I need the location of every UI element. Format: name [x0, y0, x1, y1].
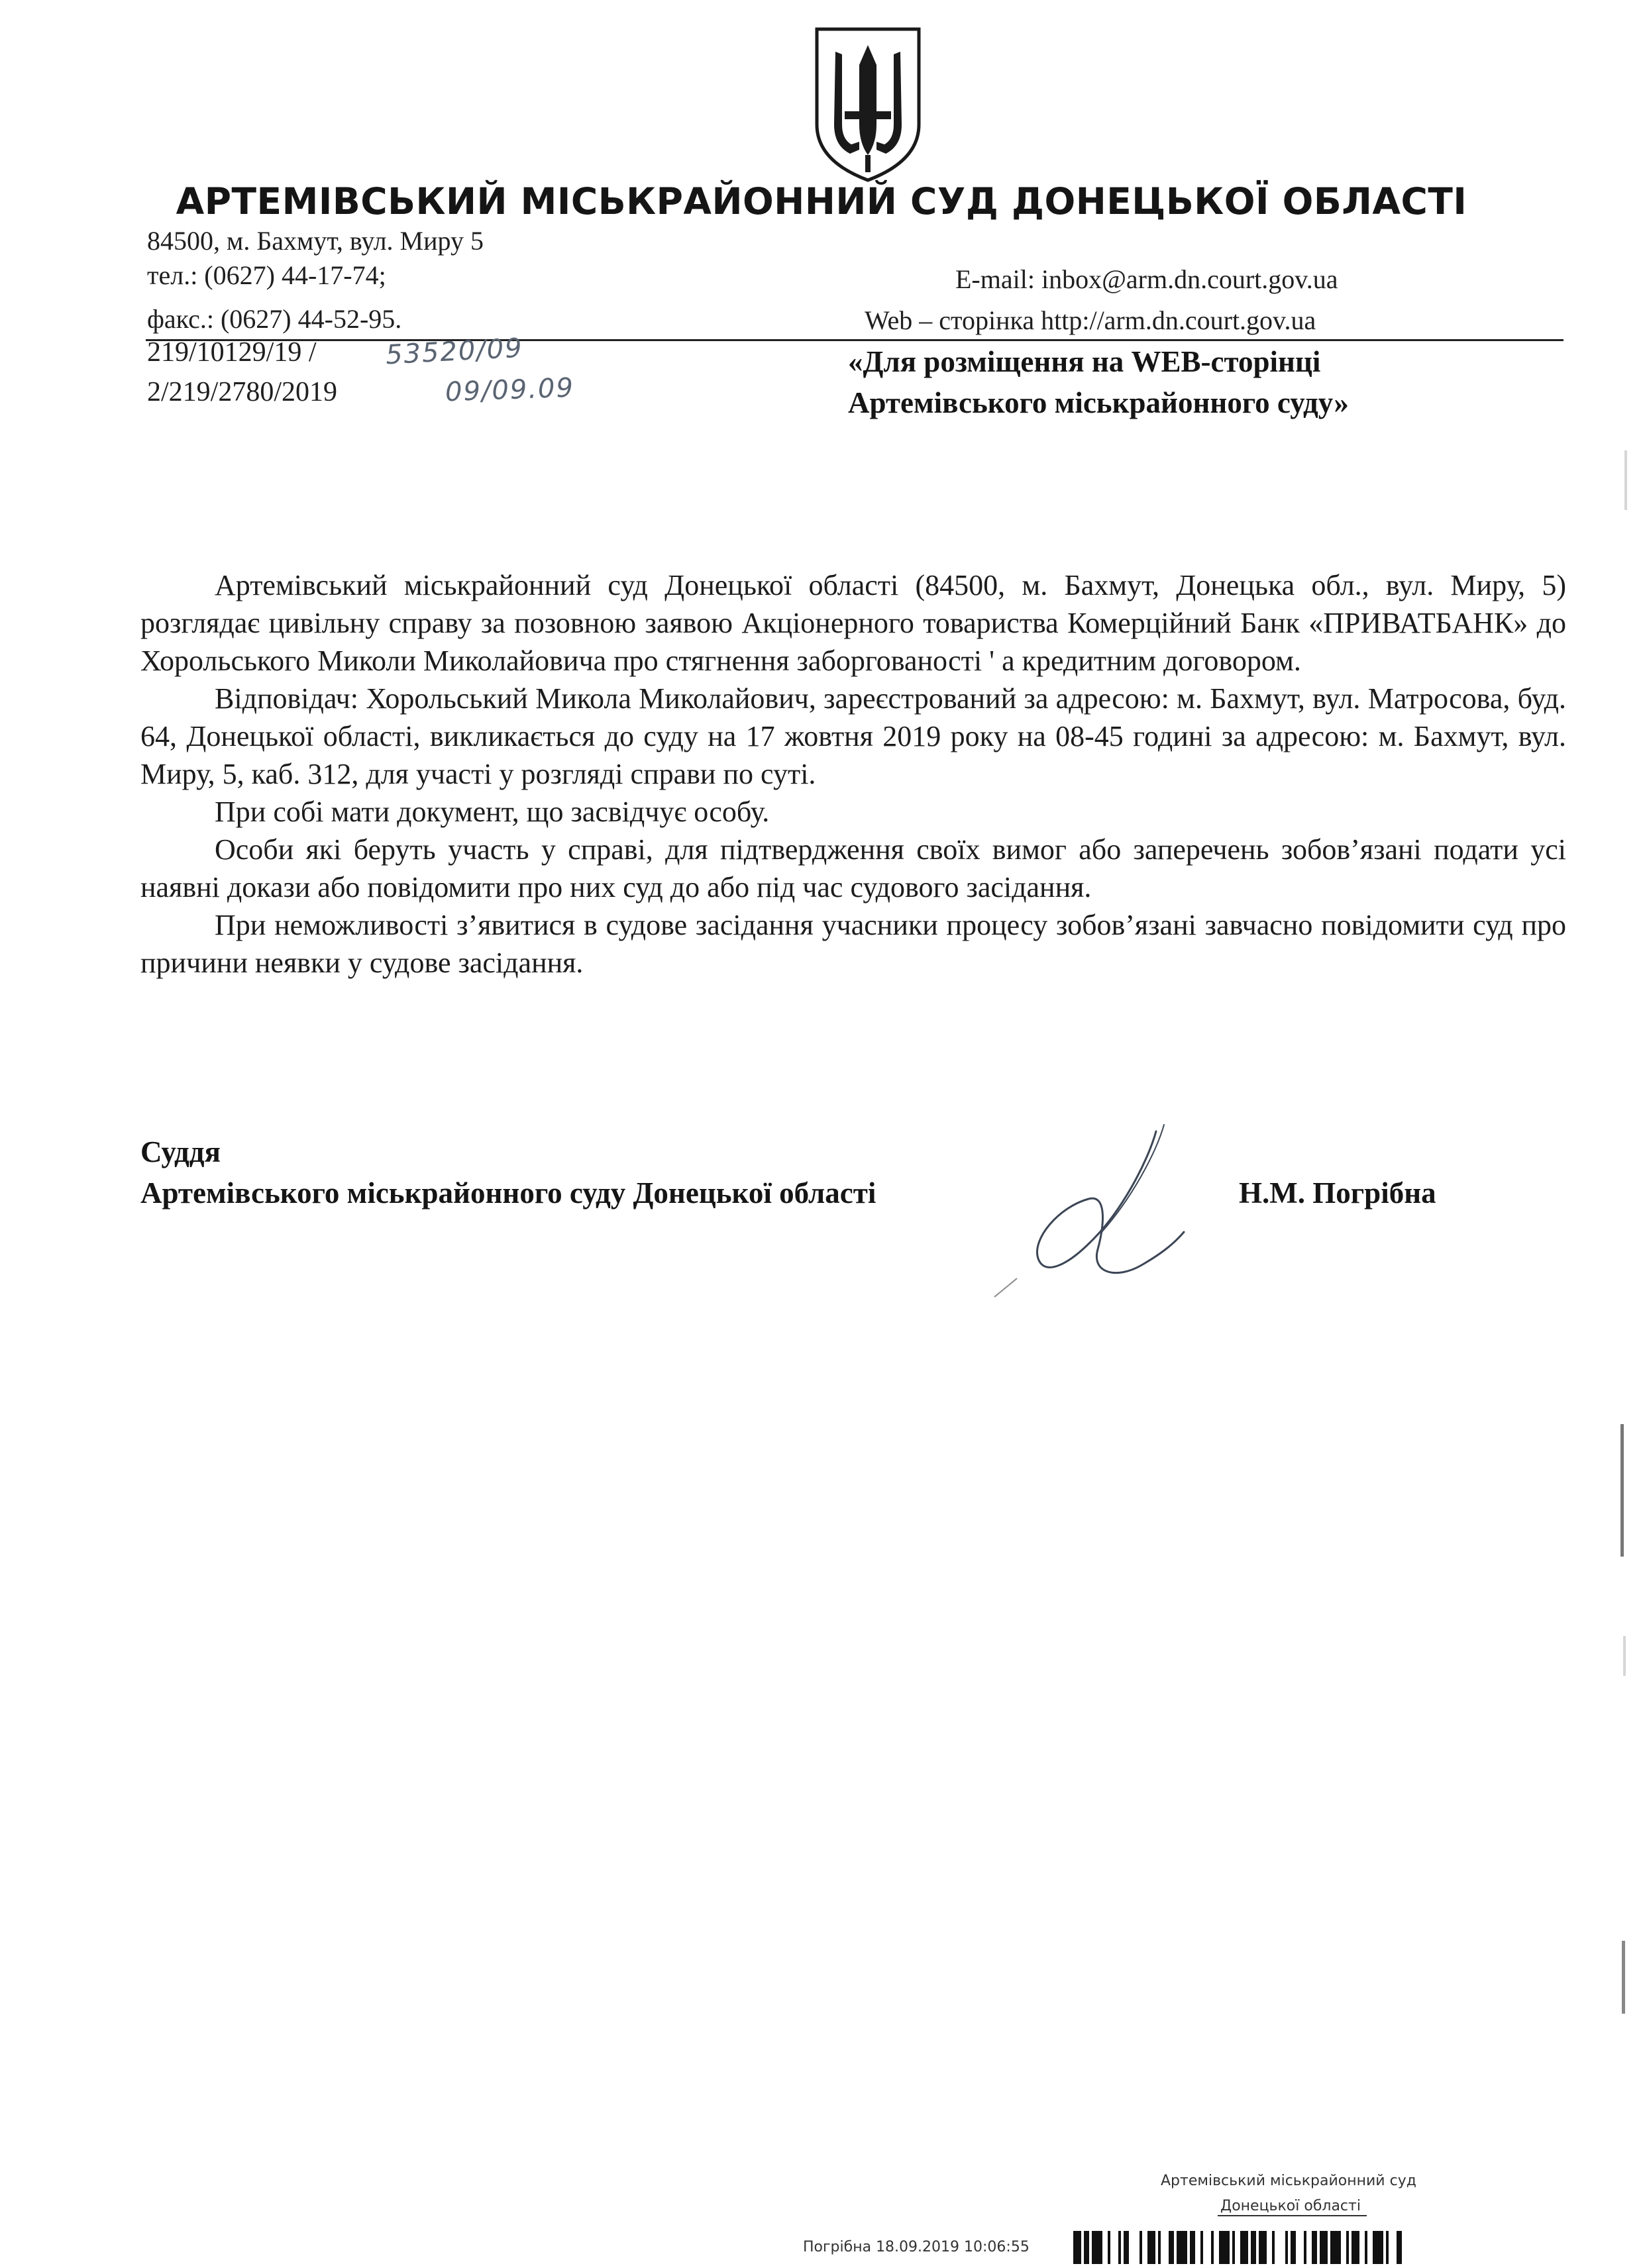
barcode-bar — [1397, 2231, 1402, 2264]
body-paragraph: При неможливості з’явитися в судове засідання учасники процесу зобов’язані завчасно повідомити суд про причини неявки у судове засідання. — [140, 909, 1566, 979]
barcode-bar — [1304, 2231, 1306, 2264]
court-website: Web – сторінка http://arm.dn.court.gov.ua — [865, 305, 1316, 335]
barcode-bar — [1147, 2231, 1155, 2264]
court-name-title: АРТЕМІВСЬКИЙ МІСЬКРАЙОННИЙ СУД ДОНЕЦЬКОЇ ОБЛАСТІ — [176, 180, 1467, 223]
scan-margin-mark — [1620, 1424, 1624, 1557]
barcode-bar — [1169, 2231, 1174, 2264]
barcode-bar — [1291, 2231, 1296, 2264]
scan-margin-mark — [1622, 1941, 1625, 2014]
barcode-bar — [1386, 2231, 1389, 2264]
barcode-bar — [1330, 2231, 1341, 2264]
barcode-bar — [1251, 2231, 1256, 2264]
handwritten-incoming-date: 09/09.09 — [445, 372, 575, 408]
barcode-bar — [1259, 2231, 1267, 2264]
coat-of-arms-icon — [812, 25, 924, 184]
footer-court-name-line1: Артемівський міськрайонний суд — [1161, 2173, 1416, 2189]
barcode-bar — [1092, 2231, 1102, 2264]
handwritten-signature — [990, 1119, 1209, 1305]
web-publication-note-line1: «Для розміщення на WEB-сторінці — [848, 345, 1321, 378]
scan-margin-mark — [1624, 450, 1627, 510]
barcode-bar — [1232, 2231, 1235, 2264]
barcode-bar — [1200, 2231, 1203, 2264]
barcode-bar — [1373, 2231, 1383, 2264]
barcode-bar — [1346, 2231, 1349, 2264]
body-paragraph: Особи які беруть участь у справі, для підтвердження своїх вимог або заперечень зобов’язані подати усі наявні докази або повідомити про них суд до або під час судового засідання. — [140, 833, 1566, 903]
handwritten-incoming-number: 53520/09 — [384, 333, 524, 371]
judge-court-position: Артемівського міськрайонного суду Донецької області — [140, 1176, 876, 1210]
court-phone: тел.: (0627) 44-17-74; — [147, 260, 386, 290]
barcode-bar — [1073, 2231, 1081, 2264]
barcode-bar — [1190, 2231, 1195, 2264]
judge-title: Суддя — [140, 1135, 221, 1168]
barcode-bar — [1285, 2231, 1288, 2264]
footer-court-name-line2: Донецької області — [1220, 2198, 1361, 2214]
registration-number: 219/10129/19 / — [147, 337, 317, 368]
body-paragraph: Артемівський міськрайонний суд Донецької області (84500, м. Бахмут, Донецька обл., вул. Миру, 5) розглядає цивільну справу за позовною заявою Акціонерного товариства Комерційний Банк «ПРИВАТБАНК» до Хорольського Миколи Миколайовича про стягнення заборгованості ' а кредитним договором. — [140, 569, 1566, 677]
barcode-bar — [1240, 2231, 1248, 2264]
barcode-bar — [1084, 2231, 1089, 2264]
barcode-bar — [1124, 2231, 1129, 2264]
court-fax: факс.: (0627) 44-52-95. — [147, 304, 402, 334]
judge-name: Н.М. Погрібна — [1239, 1176, 1436, 1210]
court-address: 84500, м. Бахмут, вул. Миру 5 — [147, 226, 484, 256]
barcode-bar — [1211, 2231, 1214, 2264]
document-barcode — [1073, 2231, 1583, 2264]
body-paragraph: При собі мати документ, що засвідчує особу. — [215, 796, 770, 828]
footer-timestamp: Погрібна 18.09.2019 10:06:55 — [803, 2239, 1030, 2255]
body-paragraph: Відповідач: Хорольський Микола Миколайович, зареєстрований за адресою: м. Бахмут, вул. Матросова, буд. 64, Донецької області, викликається до суду на 17 жовтня 2019 року на 08-45 годині за адресою: м. Бахмут, вул. Миру, 5, каб. 312, для участі у розгляді справи по суті. — [140, 682, 1566, 790]
barcode-bar — [1177, 2231, 1187, 2264]
web-publication-note-line2: Артемівського міськрайонного суду» — [848, 386, 1349, 419]
barcode-bar — [1219, 2231, 1230, 2264]
barcode-bar — [1158, 2231, 1161, 2264]
header-divider — [146, 339, 1564, 341]
court-email: E-mail: inbox@arm.dn.court.gov.ua — [955, 264, 1338, 294]
barcode-bar — [1118, 2231, 1121, 2264]
case-number: 2/219/2780/2019 — [147, 377, 338, 407]
barcode-bar — [1108, 2231, 1110, 2264]
notice-body — [140, 566, 1566, 982]
barcode-bar — [1140, 2231, 1142, 2264]
footer-divider — [1218, 2215, 1367, 2216]
barcode-bar — [1365, 2231, 1367, 2264]
barcode-bar — [1352, 2231, 1359, 2264]
scan-margin-mark — [1623, 1636, 1626, 1676]
barcode-bar — [1272, 2231, 1275, 2264]
barcode-bar — [1320, 2231, 1328, 2264]
barcode-bar — [1312, 2231, 1317, 2264]
